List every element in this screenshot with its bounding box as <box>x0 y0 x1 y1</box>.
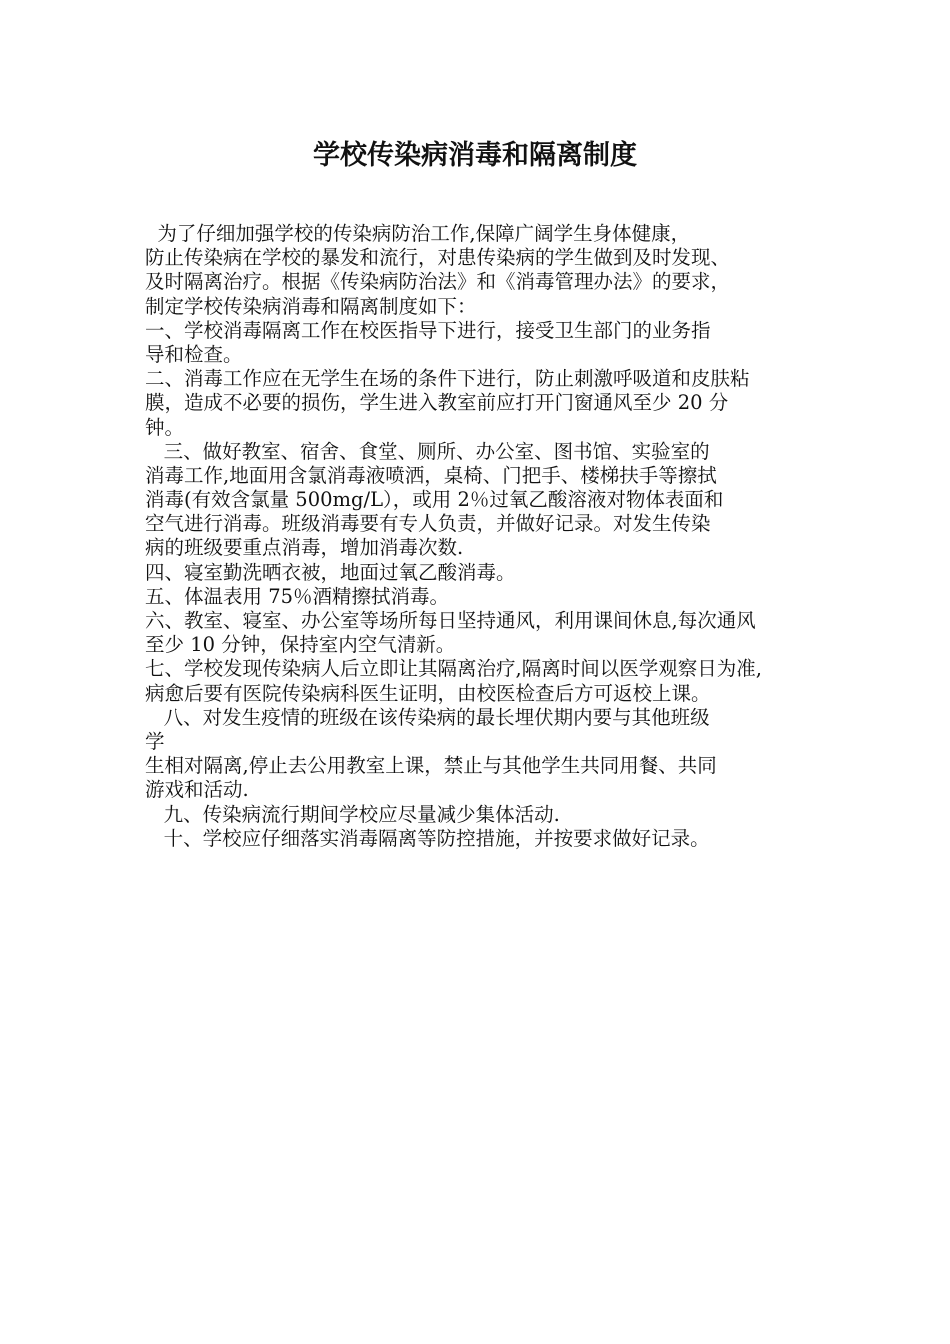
document-line: 游戏和活动. <box>145 778 249 802</box>
document-line: 为了仔细加强学校的传染病防治工作,保障广阔学生身体健康， <box>145 222 691 245</box>
document-title: 学校传染病消毒和隔离制度 <box>313 140 637 171</box>
document-line: 三、做好教室、宿舍、食堂、厕所、办公室、图书馆、实验室的 <box>145 439 710 463</box>
document-line: 消毒工作,地面用含氯消毒液喷洒，桌椅、门把手、楼梯扶手等擦拭 <box>145 463 717 487</box>
document-line: 防止传染病在学校的暴发和流行，对患传染病的学生做到及时发现、 <box>145 246 731 270</box>
document-line: 五、体温表用 75％酒精擦拭消毒。 <box>145 584 450 608</box>
document-line: 膜，造成不必要的损伤，学生进入教室前应打开门窗通风至少 20 分 <box>145 391 729 415</box>
document-line: 制定学校传染病消毒和隔离制度如下： <box>145 294 477 318</box>
document-line: 空气进行消毒。班级消毒要有专人负责，并做好记录。对发生传染 <box>145 512 711 536</box>
document-line: 九、传染病流行期间学校应尽量减少集体活动. <box>145 802 560 826</box>
document-body <box>145 222 820 851</box>
document-line: 及时隔离治疗。根据《传染病防治法》和《消毒管理办法》的要求， <box>145 270 731 294</box>
document-line: 钟。 <box>145 415 185 439</box>
document-line: 导和检查。 <box>145 342 243 366</box>
document-line: 六、教室、寝室、办公室等场所每日坚持通风，利用课间休息,每次通风 <box>145 609 756 632</box>
document-line: 至少 10 分钟，保持室内空气清新。 <box>145 633 456 657</box>
document-line: 八、对发生疫情的班级在该传染病的最长埋伏期内要与其他班级 <box>145 705 710 729</box>
document-line: 学 <box>145 729 165 753</box>
document-line: 二、消毒工作应在无学生在场的条件下进行，防止刺激呼吸道和皮肤粘 <box>145 367 750 391</box>
document-line: 病愈后要有医院传染病科医生证明，由校医检查后方可返校上课。 <box>145 681 711 705</box>
document-line: 七、学校发现传染病人后立即让其隔离治疗,隔离时间以医学观察日为准, <box>145 657 762 681</box>
document-line: 十、学校应仔细落实消毒隔离等防控措施，并按要求做好记录。 <box>145 826 710 850</box>
document-line: 一、学校消毒隔离工作在校医指导下进行，接受卫生部门的业务指 <box>145 318 711 342</box>
document-line: 四、寝室勤洗晒衣被，地面过氧乙酸消毒。 <box>145 560 516 584</box>
document-line: 病的班级要重点消毒，增加消毒次数. <box>145 536 464 560</box>
document-line: 消毒(有效含氯量 500mg/L），或用 2％过氧乙酸溶液对物体表面和 <box>145 488 724 512</box>
document-line: 生相对隔离,停止去公用教室上课，禁止与其他学生共同用餐、共同 <box>145 754 717 778</box>
